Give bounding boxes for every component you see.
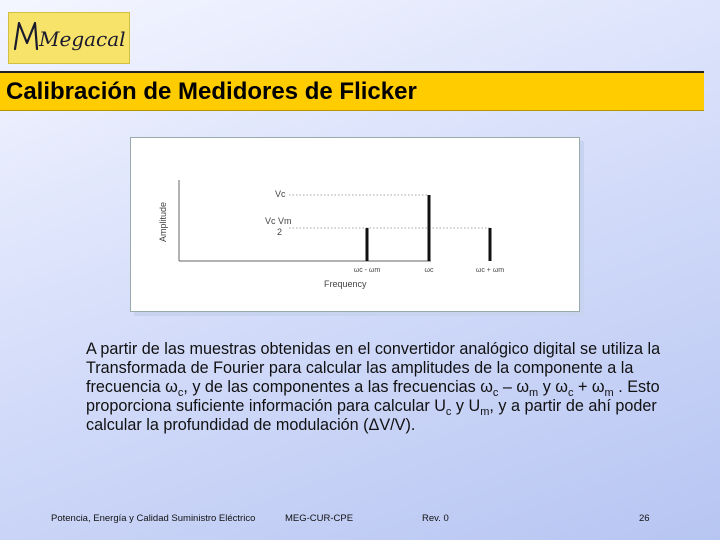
para-text-8: , y a partir de ahí poder calcular la profundidad de modulación (ΔV/V). <box>86 397 657 434</box>
spectrum-bar-2 <box>428 195 431 261</box>
logo-text: Megacal <box>39 27 126 51</box>
level-half-label-top: Vc Vm <box>265 216 292 226</box>
para-text-5: + ω <box>573 378 605 396</box>
slide-title <box>0 71 704 111</box>
spectrum-bar-1 <box>366 228 369 261</box>
para-sub-6: c <box>445 406 452 419</box>
level-full-label: Vc <box>275 189 286 199</box>
spectrum-chart <box>130 137 580 312</box>
para-sub-4: c <box>567 387 574 400</box>
para-sub-1: c <box>177 387 184 400</box>
para-text-7: y U <box>451 397 481 415</box>
para-text-4: y ω <box>538 378 568 396</box>
y-axis-label: Amplitude <box>158 201 168 242</box>
spectrum-bar-3 <box>489 228 492 261</box>
spectrum-chart-svg <box>131 138 579 311</box>
x-tick-label-2: ωc <box>424 267 434 274</box>
para-text-3: – ω <box>498 378 530 396</box>
x-tick-label-1: ωc - ωm <box>353 267 381 274</box>
level-half-label-bottom: 2 <box>277 227 283 237</box>
logo-graphic <box>9 13 129 63</box>
footer-page-number: 26 <box>639 513 650 524</box>
para-text-6: . Esto proporciona suficiente información para calcular U <box>86 378 660 415</box>
footer-doc-code: MEG-CUR-CPE <box>285 513 354 524</box>
footer-revision: Rev. 0 <box>422 513 449 524</box>
para-sub-2: c <box>492 387 499 400</box>
x-axis-label: Frequency <box>324 279 367 289</box>
slide-title-text: Calibración de Medidores de Flicker <box>6 77 417 105</box>
x-tick-label-3: ωc + ωm <box>475 267 505 274</box>
para-sub-7: m <box>480 406 490 419</box>
footer-course-name: Potencia, Energía y Calidad Suministro Eléctrico <box>51 513 256 524</box>
para-sub-5: m <box>604 387 614 400</box>
para-sub-3: m <box>529 387 539 400</box>
explanation-paragraph <box>86 340 686 435</box>
para-text-1: A partir de las muestras obtenidas en el convertidor analógico digital se utiliza la Transformada de Fourier para calcular las amplitudes de la componente a la frecuencia ω <box>86 340 661 396</box>
para-text-2: , y de las componentes a las frecuencias ω <box>183 378 493 396</box>
megacal-logo <box>8 12 130 64</box>
